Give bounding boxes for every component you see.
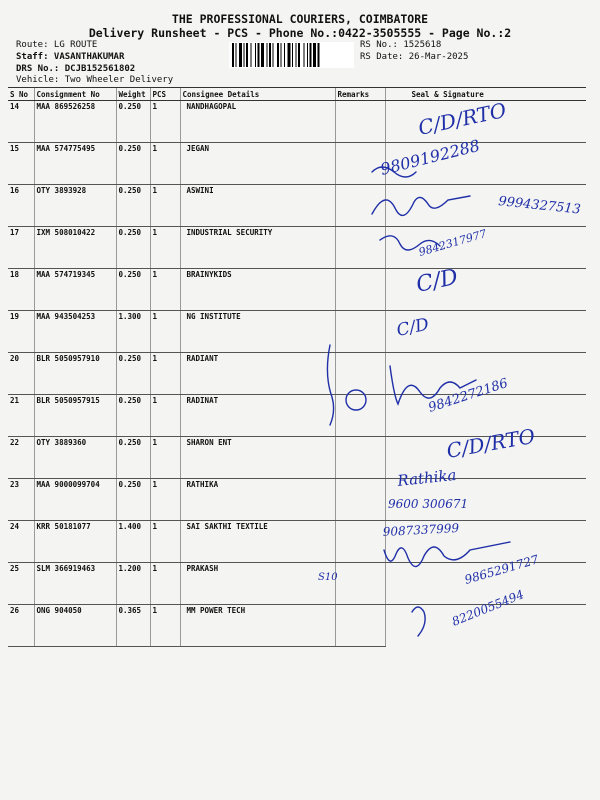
cell-weight: 0.250: [116, 353, 150, 395]
drs-number: DRS No.: DCJB152561802: [16, 64, 136, 74]
cell-signature: [385, 479, 586, 521]
cell-consignment: MAA 943504253: [34, 311, 116, 353]
cell-pcs: 1: [150, 353, 180, 395]
cell-consignee: RADIANT: [180, 353, 335, 395]
cell-pcs: 1: [150, 395, 180, 437]
cell-weight: 0.250: [116, 101, 150, 143]
table-row: [8, 143, 586, 185]
cell-pcs: 1: [150, 605, 180, 647]
cell-signature: [385, 395, 586, 437]
cell-signature: [385, 437, 586, 479]
cell-remarks: [335, 143, 385, 185]
cell-pcs: 1: [150, 143, 180, 185]
handwritten-phone-row24: 9087337999: [382, 521, 460, 539]
handwritten-status-row22: C/D/RTO: [444, 423, 537, 463]
cell-signature: [385, 605, 586, 647]
table-row: [8, 521, 586, 563]
cell-sno: 20: [8, 353, 34, 395]
cell-signature: [385, 311, 586, 353]
cell-signature: [385, 227, 586, 269]
table-row: [8, 185, 586, 227]
cell-consignee: NANDHAGOPAL: [180, 101, 335, 143]
cell-signature: [385, 143, 586, 185]
cell-consignee: MM POWER TECH: [180, 605, 335, 647]
cell-pcs: 1: [150, 101, 180, 143]
handwritten-phone-row23: 9600 300671: [388, 497, 469, 511]
cell-consignment: OTY 3889360: [34, 437, 116, 479]
col-header-weight: Weight: [116, 88, 150, 101]
table-row: [8, 227, 586, 269]
cell-weight: 1.400: [116, 521, 150, 563]
cell-remarks: [335, 311, 385, 353]
cell-remarks: [335, 101, 385, 143]
cell-consignee: INDUSTRIAL SECURITY: [180, 227, 335, 269]
cell-sno: 19: [8, 311, 34, 353]
table-row: [8, 479, 586, 521]
col-header-sno: S No: [8, 88, 34, 101]
cell-consignee: ASWINI: [180, 185, 335, 227]
cell-weight: 0.250: [116, 479, 150, 521]
cell-weight: 0.250: [116, 143, 150, 185]
cell-weight: 0.250: [116, 185, 150, 227]
cell-remarks: [335, 437, 385, 479]
handwritten-phone-row25: 9865291727: [462, 552, 541, 587]
vehicle-label: Vehicle: Two Wheeler Delivery: [16, 75, 174, 85]
table-row: [8, 563, 586, 605]
cell-consignment: OTY 3893928: [34, 185, 116, 227]
cell-consignment: BLR 5050957910: [34, 353, 116, 395]
cell-sno: 18: [8, 269, 34, 311]
handwritten-phone-row16: 9994327513: [497, 194, 582, 218]
cell-signature: [385, 521, 586, 563]
handwritten-phone-row26: 8220055494: [449, 587, 526, 629]
table-row: [8, 353, 586, 395]
cell-pcs: 1: [150, 437, 180, 479]
cell-remarks: [335, 185, 385, 227]
route-label: Route: LG ROUTE: [16, 40, 98, 50]
cell-remarks: [335, 395, 385, 437]
cell-sno: 22: [8, 437, 34, 479]
company-title: THE PROFESSIONAL COURIERS, COIMBATORE: [171, 12, 429, 26]
cell-consignee: RATHIKA: [180, 479, 335, 521]
handwritten-margin-note: S10: [318, 572, 338, 583]
handwritten-status-row18: C/D: [414, 264, 461, 298]
col-header-consignment: Consignment No: [34, 88, 116, 101]
table-row: [8, 101, 586, 143]
cell-pcs: 1: [150, 311, 180, 353]
cell-consignment: MAA 869526258: [34, 101, 116, 143]
col-header-consignee: Consignee Details: [180, 88, 335, 101]
table-row: [8, 269, 586, 311]
cell-consignment: ONG 904050: [34, 605, 116, 647]
rs-date: RS Date: 26-Mar-2025: [360, 52, 469, 62]
cell-weight: 0.365: [116, 605, 150, 647]
table-row: [8, 437, 586, 479]
cell-sno: 23: [8, 479, 34, 521]
cell-signature: [385, 269, 586, 311]
cell-consignment: SLM 366919463: [34, 563, 116, 605]
handwritten-phone-row17: 9842317977: [417, 227, 489, 259]
cell-signature: [385, 353, 586, 395]
cell-signature: [385, 563, 586, 605]
cell-weight: 0.250: [116, 269, 150, 311]
cell-pcs: 1: [150, 521, 180, 563]
handwritten-name-row23: Rathika: [396, 465, 458, 490]
cell-remarks: [335, 269, 385, 311]
handwritten-phone-row21: 9842272186: [426, 375, 510, 416]
cell-sno: 25: [8, 563, 34, 605]
runsheet-subtitle: Delivery Runsheet - PCS - Phone No.:0422-3505555 - Page No.:2: [88, 26, 512, 40]
cell-consignee: JEGAN: [180, 143, 335, 185]
rs-number: RS No.: 1525618: [360, 40, 442, 50]
runsheet-table: [8, 87, 586, 647]
cell-signature: [385, 101, 586, 143]
cell-consignment: BLR 5050957915: [34, 395, 116, 437]
cell-consignee: SHARON ENT: [180, 437, 335, 479]
table-header-row: [8, 88, 586, 101]
cell-remarks: [335, 605, 385, 647]
cell-sno: 26: [8, 605, 34, 647]
cell-sno: 17: [8, 227, 34, 269]
cell-consignment: KRR 50181077: [34, 521, 116, 563]
cell-consignment: MAA 574719345: [34, 269, 116, 311]
cell-weight: 1.300: [116, 311, 150, 353]
cell-pcs: 1: [150, 227, 180, 269]
cell-consignment: IXM 508010422: [34, 227, 116, 269]
handwritten-phone-row15: 9809192288: [378, 135, 482, 179]
cell-remarks: [335, 353, 385, 395]
cell-consignment: MAA 574775495: [34, 143, 116, 185]
cell-sno: 14: [8, 101, 34, 143]
cell-sno: 15: [8, 143, 34, 185]
cell-weight: 0.250: [116, 395, 150, 437]
cell-pcs: 1: [150, 479, 180, 521]
cell-consignee: NG INSTITUTE: [180, 311, 335, 353]
cell-sno: 24: [8, 521, 34, 563]
cell-weight: 1.200: [116, 563, 150, 605]
handwritten-status-row14: C/D/RTO: [416, 97, 509, 140]
cell-remarks: [335, 479, 385, 521]
table-row: [8, 395, 586, 437]
cell-remarks: [335, 563, 385, 605]
cell-consignee: RADINAT: [180, 395, 335, 437]
cell-consignment: MAA 9000099704: [34, 479, 116, 521]
staff-label: Staff: VASANTHAKUMAR: [16, 52, 125, 62]
cell-sno: 16: [8, 185, 34, 227]
handwritten-status-row19: C/D: [394, 314, 431, 341]
cell-pcs: 1: [150, 563, 180, 605]
cell-consignee: SAI SAKTHI TEXTILE: [180, 521, 335, 563]
cell-weight: 0.250: [116, 227, 150, 269]
cell-sno: 21: [8, 395, 34, 437]
col-header-signature: Seal & Signature: [385, 88, 586, 101]
cell-signature: [385, 185, 586, 227]
cell-remarks: [335, 227, 385, 269]
cell-consignee: PRAKASH: [180, 563, 335, 605]
barcode: [229, 42, 354, 68]
table-row: [8, 605, 586, 647]
cell-consignee: BRAINYKIDS: [180, 269, 335, 311]
cell-pcs: 1: [150, 185, 180, 227]
cell-pcs: 1: [150, 269, 180, 311]
col-header-pcs: PCS: [150, 88, 180, 101]
table-row: [8, 311, 586, 353]
cell-remarks: [335, 521, 385, 563]
cell-weight: 0.250: [116, 437, 150, 479]
col-header-remarks: Remarks: [335, 88, 385, 101]
